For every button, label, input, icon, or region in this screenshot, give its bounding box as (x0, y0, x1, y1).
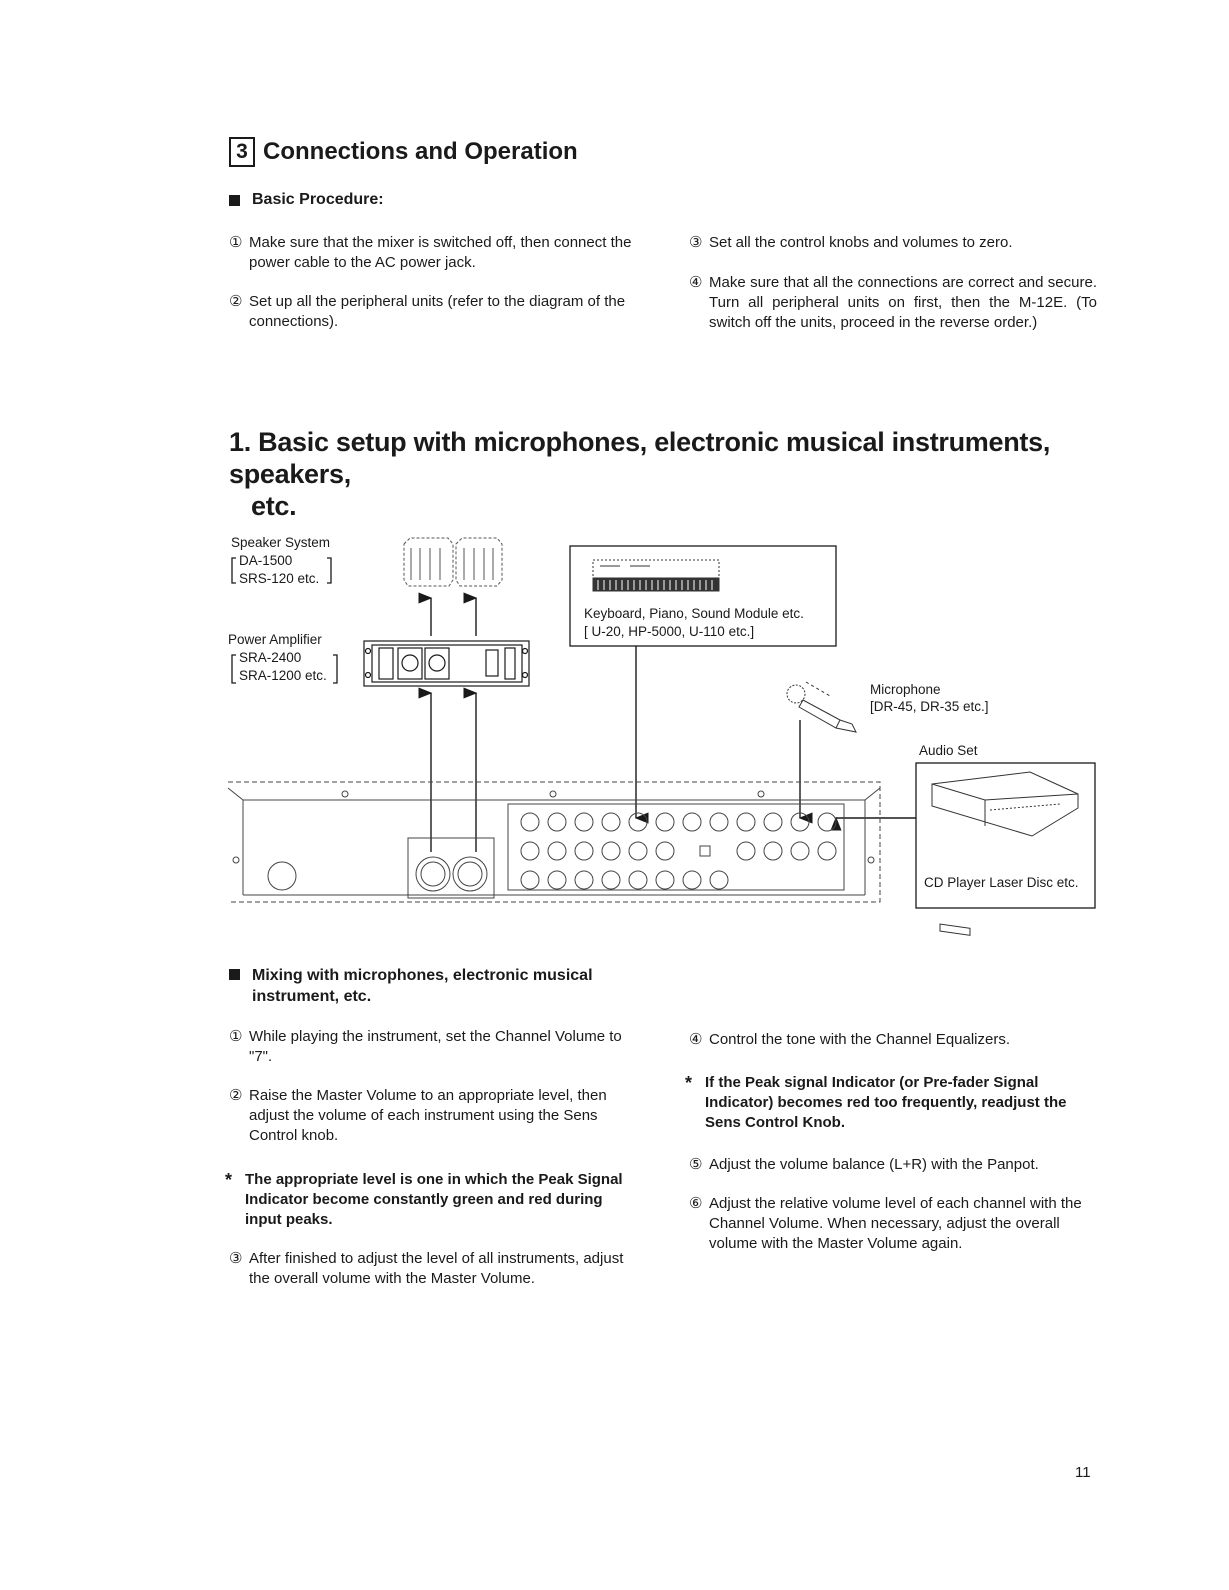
procedure-step-1: ① Make sure that the mixer is switched off, then connect the power cable to the AC power jack. (229, 234, 632, 271)
audio-set-caption: CD Player Laser Disc etc. (924, 875, 1079, 890)
mixer-jacks (521, 813, 836, 889)
audio-set-title: Audio Set (919, 743, 978, 758)
speaker-icon (404, 538, 502, 586)
speaker-model-2: SRS-120 etc. (239, 571, 320, 586)
setup-heading: 1. Basic setup with microphones, electronic musical instruments, speakers, etc. (229, 427, 1051, 521)
microphone-icon (787, 682, 856, 732)
basic-procedure-heading: Basic Procedure: (229, 191, 384, 209)
speaker-model-1: DA-1500 (239, 553, 293, 568)
section-title-text: Connections and Operation (263, 138, 578, 165)
procedure-step-4: ④ Make sure that all the connections are correct and secure. Turn all peripheral units on first, then the M-12E. (To switch off the units, proceed in the reverse order.) (689, 274, 1097, 331)
procedure-step-3: ③ Set all the control knobs and volumes to zero. (689, 234, 1013, 251)
microphone-title: Microphone (870, 682, 941, 697)
mixing-step-5: ⑤ Adjust the volume balance (L+R) with the Panpot. (689, 1156, 1039, 1173)
mixing-step-4: ④ Control the tone with the Channel Equalizers. (689, 1031, 1011, 1048)
keyboard-label: Keyboard, Piano, Sound Module etc. (584, 606, 804, 621)
cd-player-icon (932, 772, 1078, 935)
power-amplifier-icon (364, 641, 529, 686)
mixing-note-2: * If the Peak signal Indicator (or Pre-fader Signal Indicator) becomes red too frequently, readjust the Sens Control Knob. (685, 1073, 1067, 1131)
power-amplifier-title: Power Amplifier (228, 632, 322, 647)
keyboard-models: [ U-20, HP-5000, U-110 etc.] (584, 624, 755, 639)
mixing-heading: Mixing with microphones, electronic musical instrument, etc. (229, 965, 649, 1007)
mixing-note-1: * The appropriate level is one in which the Peak Signal Indicator become constantly green and red during input peaks. (225, 1170, 623, 1228)
amplifier-model-2: SRA-1200 etc. (239, 668, 327, 683)
amplifier-model-1: SRA-2400 (239, 650, 302, 665)
speaker-system-title: Speaker System (231, 535, 331, 550)
page-number: 11 (1075, 1464, 1091, 1481)
procedure-step-2: ② Set up all the peripheral units (refer to the diagram of the connections). (229, 293, 626, 330)
mixing-step-1: ① While playing the instrument, set the Channel Volume to "7". (229, 1028, 622, 1065)
bullet-square-icon (229, 969, 240, 980)
section-number: 3 (229, 137, 255, 167)
mixing-step-6: ⑥ Adjust the relative volume level of each channel with the Channel Volume. When necessary, adjust the overall volume with the Master Volume again. (689, 1195, 1082, 1252)
microphone-models: [DR-45, DR-35 etc.] (870, 699, 989, 714)
mixing-step-2: ② Raise the Master Volume to an appropriate level, then adjust the volume of each instrument using the Sens Control knob. (229, 1087, 607, 1144)
mixing-step-3: ③ After finished to adjust the level of all instruments, adjust the overall volume with the Master Volume. (229, 1250, 624, 1287)
